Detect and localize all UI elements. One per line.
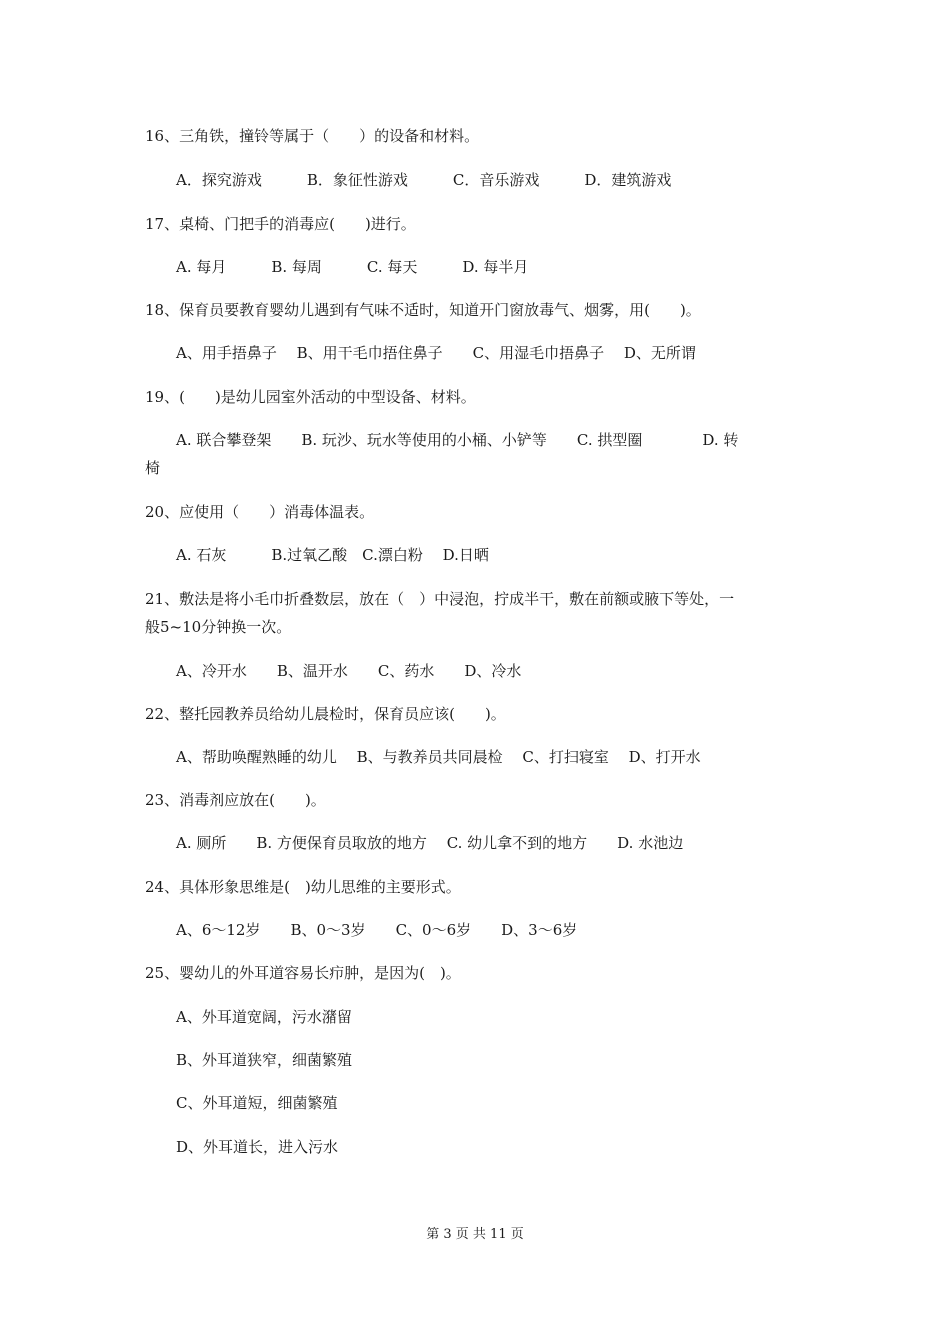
question-25-option-a: A、外耳道宽阔，污水潴留 — [176, 1008, 352, 1026]
question-23: 23、消毒剂应放在( )。 — [145, 791, 326, 809]
question-25: 25、婴幼儿的外耳道容易长疖肿，是因为( )。 — [145, 964, 461, 982]
question-24-options: A、6～12岁 B、0～3岁 C、0～6岁 D、3～6岁 — [176, 921, 578, 939]
question-20: 20、应使用（ ）消毒体温表。 — [145, 503, 375, 521]
question-21: 21、敷法是将小毛巾折叠数层，放在（ ）中浸泡，拧成半干，敷在前额或腋下等处，一 — [145, 590, 735, 608]
question-25-option-c: C、外耳道短，细菌繁殖 — [176, 1094, 338, 1112]
question-25-option-d: D、外耳道长，进入污水 — [176, 1138, 339, 1156]
question-22: 22、整托园教养员给幼儿晨检时，保育员应该( )。 — [145, 705, 506, 723]
page-footer: 第 3 页 共 11 页 — [426, 1227, 524, 1242]
question-19-options: A. 联合攀登架 B. 玩沙、玩水等使用的小桶、小铲等 C. 拱型圈 D. 转 — [176, 431, 739, 449]
question-23-options: A. 厕所 B. 方便保育员取放的地方 C. 幼儿拿不到的地方 D. 水池边 — [176, 834, 684, 852]
question-20-options: A. 石灰 B.过氧乙酸 C.漂白粉 D.日晒 — [176, 546, 489, 564]
question-18-options: A、用手捂鼻子 B、用干毛巾捂住鼻子 C、用湿毛巾捂鼻子 D、无所谓 — [176, 344, 696, 362]
question-19: 19、( )是幼儿园室外活动的中型设备、材料。 — [145, 388, 476, 406]
question-18: 18、保育员要教育婴幼儿遇到有气味不适时，知道开门窗放毒气、烟雾，用( )。 — [145, 301, 701, 319]
question-21-cont: 般5~10分钟换一次。 — [145, 618, 292, 636]
question-17: 17、桌椅、门把手的消毒应( )进行。 — [145, 215, 416, 233]
question-17-options: A. 每月 B. 每周 C. 每天 D. 每半月 — [176, 258, 529, 276]
question-22-options: A、帮助唤醒熟睡的幼儿 B、与教养员共同晨检 C、打扫寝室 D、打开水 — [176, 748, 701, 766]
question-21-options: A、冷开水 B、温开水 C、药水 D、冷水 — [176, 662, 522, 680]
question-25-option-b: B、外耳道狭窄，细菌繁殖 — [176, 1051, 353, 1069]
question-24: 24、具体形象思维是( )幼儿思维的主要形式。 — [145, 878, 461, 896]
question-16: 16、三角铁，撞铃等属于（ ）的设备和材料。 — [145, 127, 480, 145]
question-16-options: A．探究游戏 B．象征性游戏 C．音乐游戏 D．建筑游戏 — [176, 171, 672, 189]
question-19-options-cont: 椅 — [145, 459, 161, 477]
